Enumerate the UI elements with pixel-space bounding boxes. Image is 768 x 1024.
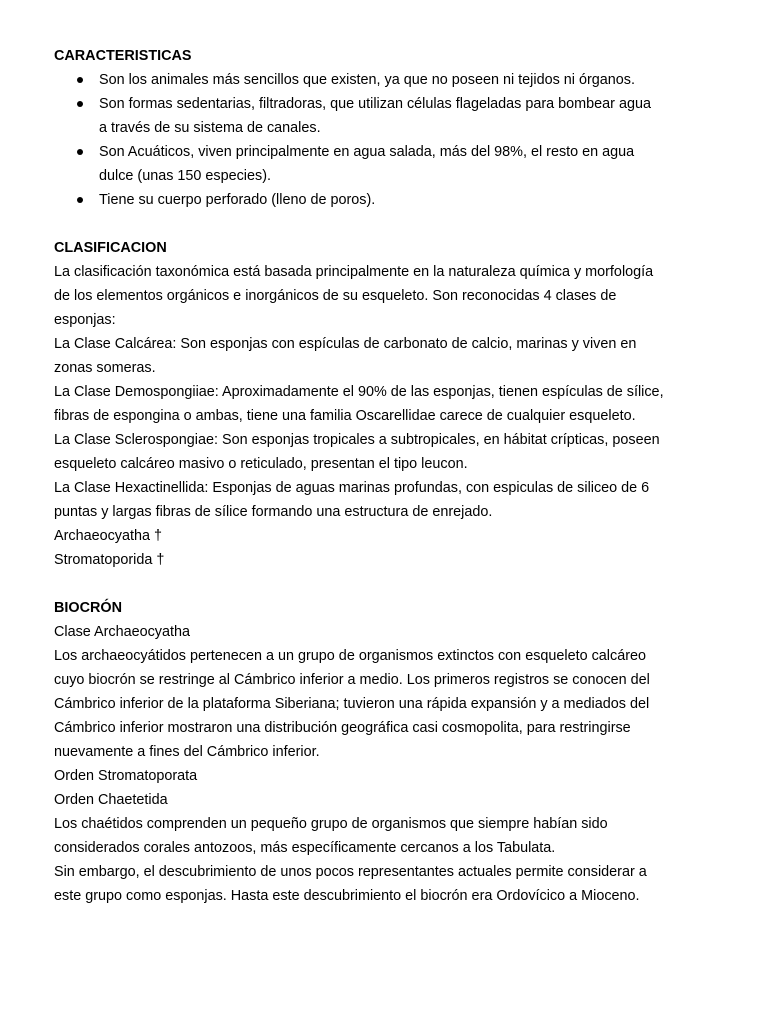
paragraph-line: Sin embargo, el descubrimiento de unos pocos representantes actuales permite considerar a xyxy=(54,864,647,880)
paragraph-line: Cámbrico inferior mostraron una distribución geográfica casi cosmopolita, para restringirse xyxy=(54,720,631,736)
bullet-dot xyxy=(77,197,83,203)
paragraph-line: fibras de espongina o ambas, tiene una familia Oscarellidae carece de cualquier esqueleto. xyxy=(54,408,636,424)
paragraph-line: Los archaeocyátidos pertenecen a un grupo de organismos extinctos con esqueleto calcáreo xyxy=(54,648,646,664)
paragraph-line: esponjas: xyxy=(54,312,116,328)
bullet-line: a través de su sistema de canales. xyxy=(99,120,321,136)
bullet-dot xyxy=(77,149,83,155)
bullet-dot xyxy=(77,101,83,107)
bullet-line: dulce (unas 150 especies). xyxy=(99,168,271,184)
paragraph-line: La Clase Sclerospongiae: Son esponjas tropicales a subtropicales, en hábitat crípticas, poseen xyxy=(54,432,660,448)
paragraph-line: La Clase Calcárea: Son esponjas con espículas de carbonato de calcio, marinas y viven en xyxy=(54,336,637,352)
paragraph-line: Los chaétidos comprenden un pequeño grupo de organismos que siempre habían sido xyxy=(54,816,608,832)
paragraph-line: Clase Archaeocyatha xyxy=(54,624,190,640)
paragraph-line: nuevamente a fines del Cámbrico inferior. xyxy=(54,744,320,760)
paragraph-line: esqueleto calcáreo masivo o reticulado, presentan el tipo leucon. xyxy=(54,456,468,472)
paragraph-line: La Clase Demospongiiae: Aproximadamente el 90% de las esponjas, tienen espículas de sílice, xyxy=(54,384,664,400)
bullet-line: Son Acuáticos, viven principalmente en agua salada, más del 98%, el resto en agua xyxy=(99,144,635,160)
paragraph-line: puntas y largas fibras de sílice formando una estructura de enrejado. xyxy=(54,504,493,520)
paragraph-line: Orden Chaetetida xyxy=(54,792,168,808)
paragraph-line: Archaeocyatha † xyxy=(54,528,163,544)
section-title-clasificacion: CLASIFICACION xyxy=(54,240,167,256)
paragraph-line: cuyo biocrón se restringe al Cámbrico inferior a medio. Los primeros registros se conocen del xyxy=(54,672,650,688)
bullet-line: Son los animales más sencillos que existen, ya que no poseen ni tejidos ni órganos. xyxy=(99,72,635,88)
paragraph-line: La clasificación taxonómica está basada principalmente en la naturaleza química y morfología xyxy=(54,264,654,280)
section-title-biocron: BIOCRÓN xyxy=(54,600,122,616)
paragraph-line: Cámbrico inferior de la plataforma Siberiana; tuvieron una rápida expansión y a mediados del xyxy=(54,696,650,712)
bullet-line: Tiene su cuerpo perforado (lleno de poros). xyxy=(99,192,376,208)
bullet-dot xyxy=(77,77,83,83)
paragraph-line: de los elementos orgánicos e inorgánicos de su esqueleto. Son reconocidas 4 clases de xyxy=(54,288,617,304)
bullet-line: Son formas sedentarias, filtradoras, que utilizan células flageladas para bombear agua xyxy=(99,96,651,112)
section-title-caracteristicas: CARACTERISTICAS xyxy=(54,48,192,64)
paragraph-line: este grupo como esponjas. Hasta este descubrimiento el biocrón era Ordovícico a Mioceno. xyxy=(54,888,640,904)
paragraph-line: Orden Stromatoporata xyxy=(54,768,198,784)
paragraph-line: La Clase Hexactinellida: Esponjas de aguas marinas profundas, con espiculas de siliceo de 6 xyxy=(54,480,650,496)
paragraph-line: considerados corales antozoos, más específicamente cercanos a los Tabulata. xyxy=(54,840,556,856)
paragraph-line: Stromatoporida † xyxy=(54,552,165,568)
paragraph-line: zonas someras. xyxy=(54,360,156,376)
